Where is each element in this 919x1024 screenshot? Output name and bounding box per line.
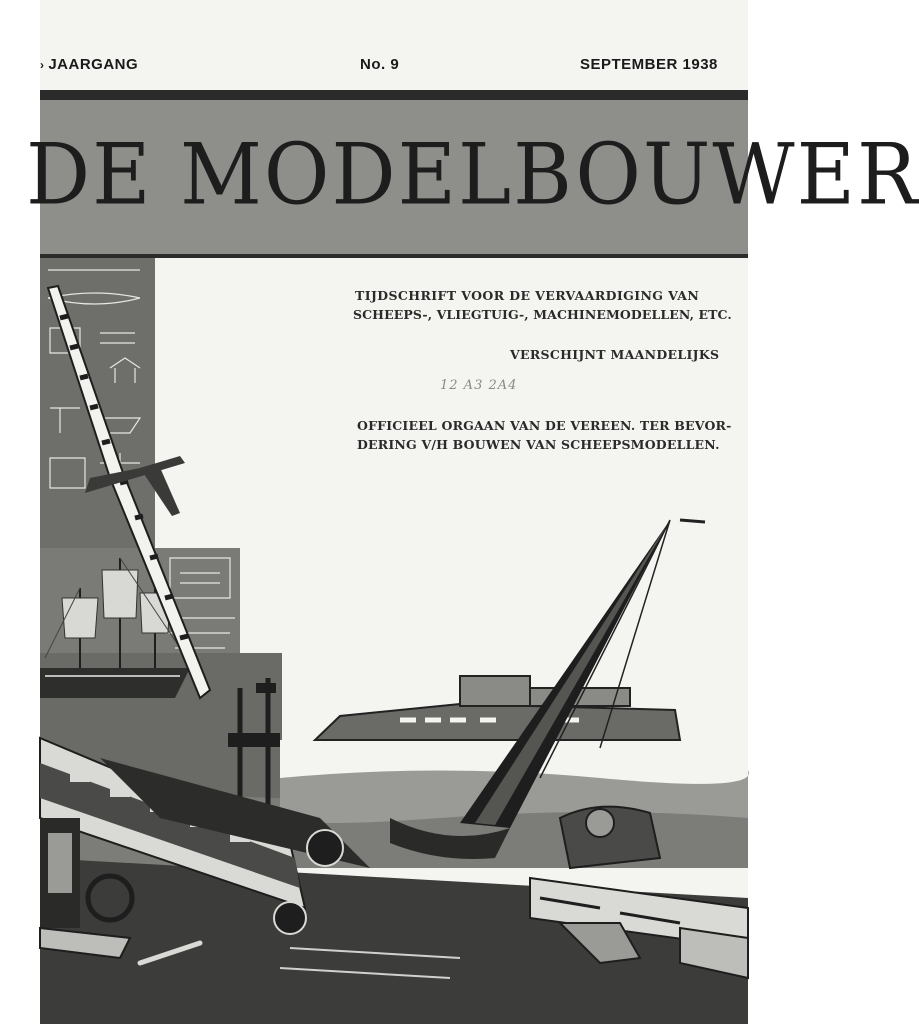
- subtitle-line-2: SCHEEPS-, VLIEGTUIG-, MACHINEMODELLEN, ETC.: [353, 307, 732, 322]
- volume-prefix-glyph: ›: [40, 58, 49, 72]
- volume-text: JAARGANG: [48, 56, 139, 73]
- volume-label: [40, 56, 138, 73]
- official-line-1: OFFICIEEL ORGAAN VAN DE VEREEN. TER BEVOR-: [357, 418, 732, 433]
- motor-yacht: [315, 676, 680, 740]
- workbench-surface: [40, 858, 748, 1024]
- magazine-title: DE MODELBOUWER: [26, 125, 919, 224]
- issue-number: No. 9: [360, 56, 400, 73]
- official-line-2: DERING V/H BOUWEN VAN SCHEEPSMODELLEN.: [357, 437, 720, 452]
- issue-date: SEPTEMBER 1938: [580, 56, 718, 73]
- handwritten-note: 12 A3 2A4: [440, 378, 518, 393]
- frequency-text: VERSCHIJNT MAANDELIJKS: [510, 347, 720, 362]
- masthead-band: [26, 90, 919, 258]
- cover-illustration: [40, 258, 748, 1024]
- subtitle-line-1: TIJDSCHRIFT VOOR DE VERVAARDIGING VAN: [355, 288, 700, 303]
